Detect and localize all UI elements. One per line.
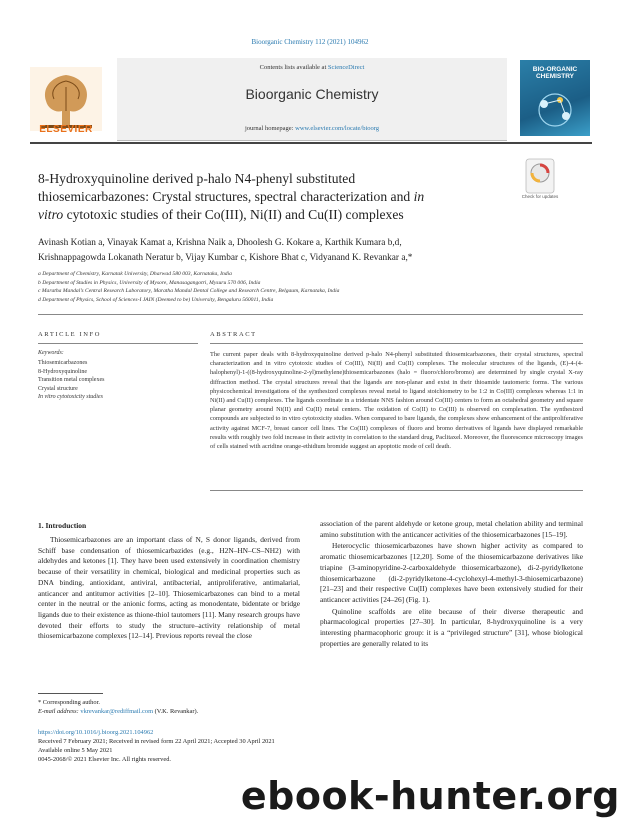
corresponding-footnote xyxy=(38,698,338,716)
corresponding-author: * Corresponding author. xyxy=(38,699,100,706)
affiliation-b: b Department of Studies in Physics, University of Mysore, Manasagangotri, Mysuru 570 006, India xyxy=(38,279,261,286)
email-link[interactable]: vkrevankar@rediffmail.com xyxy=(80,708,154,715)
title-in: in xyxy=(413,189,425,204)
available-online: Available online 5 May 2021 xyxy=(38,747,113,754)
contents-prefix: Contents lists available at xyxy=(259,64,328,71)
homepage-line xyxy=(117,125,507,132)
intro-paragraph: association of the parent aldehyde or ketone group, metal chelation ability and terminal amino substitution with the anticancer activities of the thiosemicarbazones [15–19]. xyxy=(320,519,583,539)
abstract-bottom-rule xyxy=(210,490,583,491)
footnote-rule xyxy=(38,693,103,694)
affiliations-rule xyxy=(38,314,583,315)
keyword-item: In vitro cytotoxicity studies xyxy=(38,394,103,400)
homepage-prefix: journal homepage: xyxy=(244,125,296,132)
title-vitro: vitro xyxy=(38,207,64,222)
intro-paragraph: Thiosemicarbazones are an important class of N, S donor ligands, derived from Schiff base condensation of thiosemicarbazides (e.g., H2N–HN–CS–NH2) with aldehydes and ketones [1]. They have been used extensively in coordination chemistry because of their versatility in chemical, biological and medicinal properties such as DNA binding, antioxidant, antiviral, antibacterial, antiproliferative, antimalarial, anticancer and antitumor activities [2–10]. Thiosemicarbazones can bind to a metal center in the neutral or the anionic forms, acting as monodentate, bidentate or bridge ligands due to their existence as thione-thiol tautomers [11]. Many research groups have devoted their efforts to study the structure–activity relationship of metal thiosemicarbazone complexes [12–14]. Previous reports reveal the close xyxy=(38,535,300,641)
author-list xyxy=(38,236,578,266)
sciencedirect-link[interactable]: ScienceDirect xyxy=(327,64,365,71)
contents-line xyxy=(117,64,507,71)
abstract-rule xyxy=(210,343,583,344)
email-line xyxy=(38,707,338,716)
keyword-item: Thiosemicarbazones xyxy=(38,360,88,366)
article-info-heading: ARTICLE INFO xyxy=(38,331,102,338)
title-line-1: 8-Hydroxyquinoline derived p-halo N4-phenyl substituted xyxy=(38,171,356,186)
keywords-list xyxy=(38,359,203,402)
body-column-right xyxy=(320,519,583,650)
copyright: 0045-2068/© 2021 Elsevier Inc. All rights reserved. xyxy=(38,756,171,763)
body-column-left xyxy=(38,535,300,642)
affiliations xyxy=(38,270,578,304)
keyword-item: Transition metal complexes xyxy=(38,377,105,383)
check-for-updates-label[interactable]: Check for updates xyxy=(521,194,559,199)
keywords-label: Keywords: xyxy=(38,350,64,356)
article-info-rule xyxy=(38,343,198,344)
intro-paragraph: Quinoline scaffolds are elite because of their diverse therapeutic and pharmacological properties [27–30]. In particular, 8-hydroxyquinoline is a very interesting pharmacophoric group: it is a “privileged structure” [31], whose biological properties are generally related to its xyxy=(320,606,583,648)
authors-line-2: Krishnappagowda Lokanath Neratur b, Vijay Kumbar c, Kishore Bhat c, Vidyanand K. Revankar a,* xyxy=(38,253,413,263)
publication-info xyxy=(38,728,438,764)
affiliation-a: a Department of Chemistry, Karnatak University, Dharwad 580 003, Karnataka, India xyxy=(38,271,232,277)
homepage-link[interactable]: www.elsevier.com/locate/bioorg xyxy=(295,125,380,132)
abstract-text: The current paper deals with 8-hydroxyquinoline derived p-halo N4-phenyl substituted thiosemicarbazones, their crystal structures, spectral characterization and in vitro cytotoxic studies of Co(III), Ni(II) and Cu(II) complexes. The molecular structures of the ligands, (E)-4-(4-halophenyl)-1-((8-hydroxyquinoline-2-yl)methylene)thiosemicarbazones (halo = fluoro/chloro/bromo) are determined by single crystal X-ray diffraction method. The crystal structures reveal that the ligands are non-planar and exist in their thioamide tautomeric forms. The various physicochemical investigations of the synthesized complexes reveal metal to ligand stoichiometry to be 1:2 in Co(III) complexes whereas 1:1 in Ni(II) and Cu(II) complexes. The ligands coordinate in a tridentate NNS fashion around Co(III) centers to form an octahedral geometry and square planar geometry around Ni(II) and Cu(II) metal centers. The oxidation of Co(II) to Co(III) is observed on complexation. The synthesized compounds are subjected to in vitro cytotoxicity studies. When compared to bare ligands, the complexes show enhancement of the antiproliferative activity against MCF-7, breast cancer cell lines. The Co(III) complexes of fluoro and bromo derivatives of ligands have displayed remarkable results with roughly two fold increase in their activity in correlation to the standard drug, Paclitaxel. Moreover, the fluorescence microscopy images of cells stained with acridine orange-ethidium bromide suggest an apoptotic mode of cell death. xyxy=(210,351,583,451)
introduction-heading: 1. Introduction xyxy=(38,521,87,530)
doi-link[interactable]: https://doi.org/10.1016/j.bioorg.2021.104962 xyxy=(38,729,154,736)
email-label: E-mail address: xyxy=(38,708,81,715)
header-rule xyxy=(30,142,592,144)
cover-title: BIO-ORGANIC CHEMISTRY xyxy=(532,66,578,80)
title-line-2: thiosemicarbazones: Crystal structures, spectral characterization and xyxy=(38,189,414,204)
journal-citation[interactable]: Bioorganic Chemistry 112 (2021) 104962 xyxy=(251,38,369,46)
watermark: ebook-hunter.org xyxy=(240,774,620,818)
intro-paragraph: Heterocyclic thiosemicarbazones have shown higher activity as compared to aromatic thiosemicarbazones [12,20]. Some of the thiosemicarbazone derivatives like triapine (3-aminopyridine-2-carboxaldehyde thiosemicarbazone), di-2-pyridylketone thiosemicarbazone (di-2-pyridylketone-4-cyclohexyl-4-methyl-3-thiosemicarbazone) [21–23] and their respective Cu(II) complexes have been extensively studied for their anticancer activities [24–26] (Fig. 1). xyxy=(320,541,583,604)
affiliation-c: c Maratha Mandal’s Central Research Laboratory, Maratha Mandal Dental College and Research Centre, Belgaum, Karnataka, India xyxy=(38,288,340,294)
keyword-item: Crystal structure xyxy=(38,385,78,392)
publisher-name: ELSEVIER xyxy=(39,124,93,135)
abstract-heading: ABSTRACT xyxy=(210,331,257,338)
article-title xyxy=(38,170,528,224)
journal-title: Bioorganic Chemistry xyxy=(245,86,379,102)
authors-line-1: Avinash Kotian a, Vinayak Kamat a, Krishna Naik a, Dhoolesh G. Kokare a, Karthik Kumara b,d, xyxy=(38,238,402,248)
keyword-item: 8-Hydroxyquinoline xyxy=(38,368,87,375)
received-dates: Received 7 February 2021; Received in revised form 22 April 2021; Accepted 30 April 2021 xyxy=(38,738,275,745)
check-for-updates-icon[interactable] xyxy=(525,158,555,194)
title-line-3: cytotoxic studies of their Co(III), Ni(II) and Cu(II) complexes xyxy=(63,207,404,222)
email-suffix: (V.K. Revankar). xyxy=(153,708,199,715)
affiliation-d: d Department of Physics, School of Sciences-I JAIN (Deemed to be) University, Bengaluru 560011, India xyxy=(38,296,274,303)
